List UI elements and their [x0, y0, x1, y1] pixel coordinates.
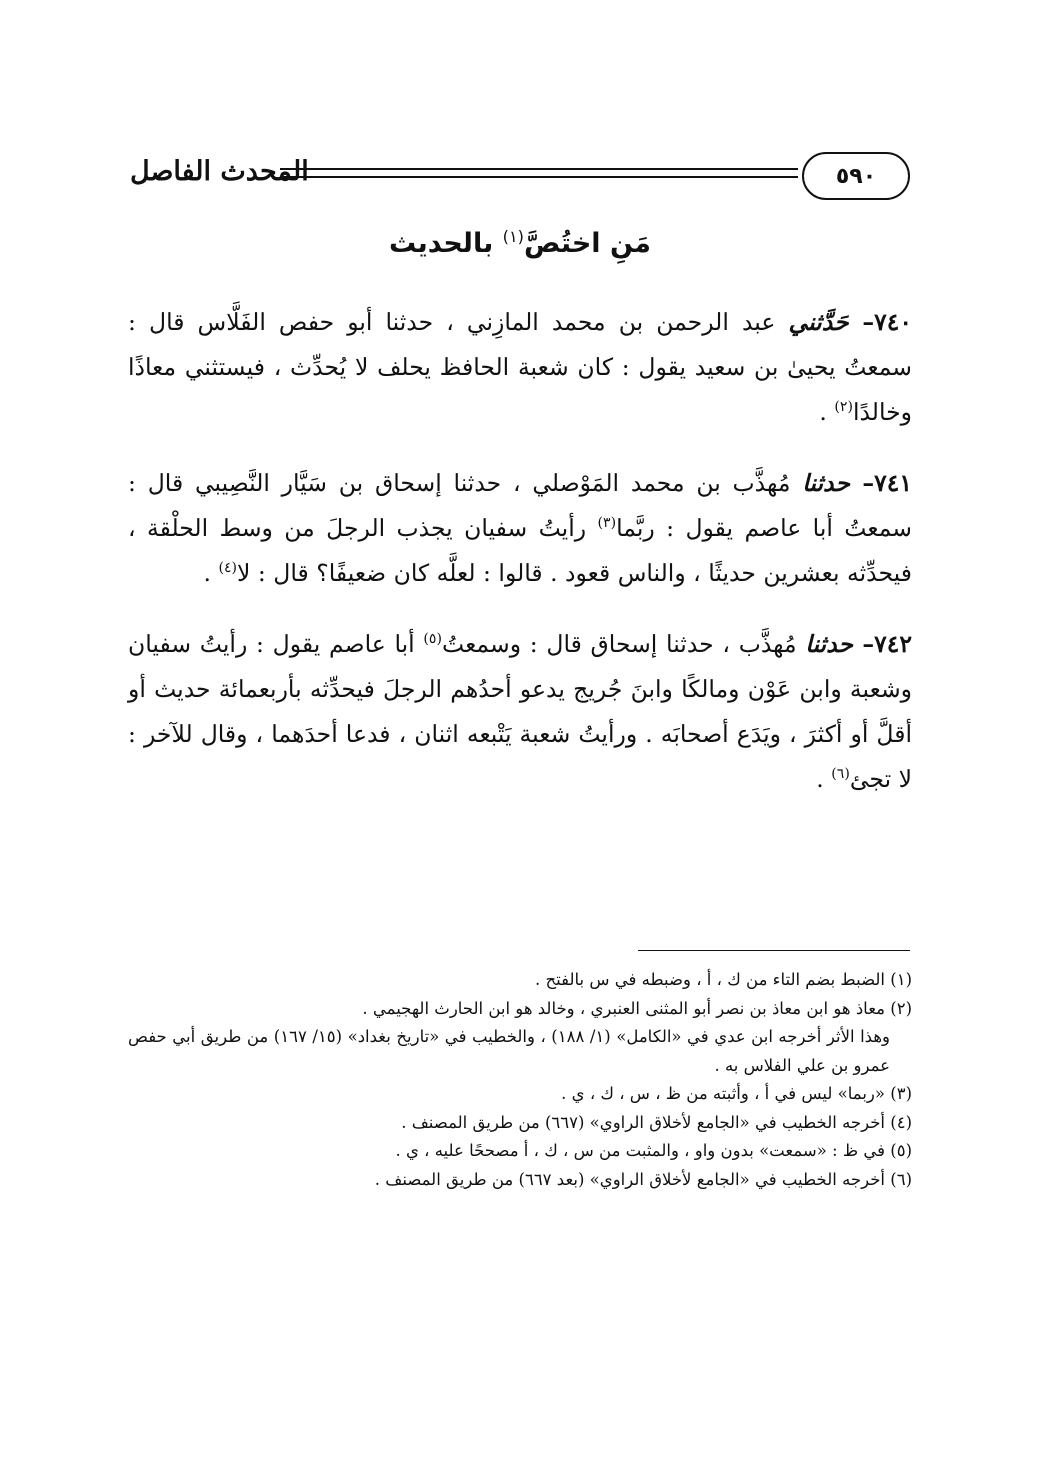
footnote-1: (١) الضبط بضم التاء من ك ، أ ، وضبطه في س بالفتح .	[535, 970, 912, 989]
footnote-5: (٥) في ظ : «سمعت» بدون واو ، والمثبت من س ، ك ، أ مصححًا عليه ، ي .	[395, 1141, 912, 1160]
main-text	[128, 300, 912, 828]
hadith-text: أبا عاصم يقول : رأيتُ سفيان وشعبة وابن عَوْن ومالكًا وابنَ جُريج يدعو أحدُهم الرجلَ فيحدِّثه بأربعمائة حديث أو أقلَّ أو أكثرَ ، ويَدَع أصحابَه . ورأيتُ شعبة يَتْبعه اثنان ، فدعا أحدَهما ، وقال للآخر : لا تجئ	[128, 630, 912, 793]
hadith-740	[128, 300, 912, 435]
hadith-opener: حدثنا	[805, 630, 863, 658]
hadith-number: ٧٤٢–	[862, 630, 912, 658]
hadith-742	[128, 622, 912, 802]
hadith-text: مُهذَّب بن محمد المَوْصلي ، حدثنا إسحاق بن سَيَّار النَّصِيبي قال : سمعتُ أبا عاصم يقول : ربَّما	[128, 469, 912, 542]
footnote-ref-4: (٤)	[218, 560, 238, 577]
hadith-number: ٧٤١–	[862, 469, 912, 497]
section-title-text-end: بالحديث	[389, 228, 503, 259]
footnote-2-continuation: وهذا الأثر أخرجه ابن عدي في «الكامل» (١/ ١٨٨) ، والخطيب في «تاريخ بغداد» (١٥/ ١٦٧) من طريق أبي حفص عمرو بن علي الفلاس به .	[128, 1027, 891, 1075]
footnote-6: (٦) أخرجه الخطيب في «الجامع لأخلاق الراوي» (بعد ٦٦٧) من طريق المصنف .	[374, 1169, 912, 1189]
hadith-text-end: .	[819, 398, 835, 426]
footnote-4: (٤) أخرجه الخطيب في «الجامع لأخلاق الراوي» (٦٦٧) من طريق المصنف .	[401, 1112, 912, 1132]
footnote-separator	[638, 950, 910, 951]
running-book-title: المحدث الفاصل	[130, 156, 309, 187]
hadith-opener: حَدَّثني	[788, 308, 863, 336]
footnotes	[128, 966, 912, 1194]
footnote-3: (٣) «ربما» ليس في أ ، وأثبته من ظ ، س ، ك ، ي .	[561, 1084, 912, 1103]
hadith-opener: حدثنا	[802, 469, 863, 497]
footnote-ref-6: (٦)	[831, 766, 850, 783]
page-number: ٥٩٠	[835, 163, 877, 189]
footnote-ref-2: (٢)	[834, 399, 853, 416]
section-title	[130, 228, 910, 259]
hadith-741	[128, 461, 912, 596]
header-double-rule	[280, 168, 798, 178]
footnote-ref-3: (٣)	[597, 515, 617, 532]
hadith-text-end: .	[816, 765, 832, 793]
hadith-text: مُهذَّب ، حدثنا إسحاق قال : وسمعتُ	[442, 630, 806, 658]
footnote-ref-5: (٥)	[423, 631, 442, 648]
hadith-number: ٧٤٠–	[862, 308, 913, 336]
section-title-footnote-ref: (١)	[502, 227, 524, 246]
hadith-text: عبد الرحمن بن محمد المازِني ، حدثنا أبو حفص الفَلَّاس قال : سمعتُ يحيىٰ بن سعيد يقول : كان شعبة الحافظ يحلف لا يُحدِّث ، فيستثني معاذًا وخالدًا	[128, 308, 912, 426]
hadith-text-end: .	[203, 559, 219, 587]
footnote-2: (٢) معاذ هو ابن معاذ بن نصر أبو المثنى العنبري ، وخالد هو ابن الحارث الهجيمي .	[362, 998, 912, 1018]
section-title-text: مَنِ اختُصَّ	[523, 228, 651, 259]
page-number-frame	[802, 152, 910, 200]
hadith-text: رأيتُ سفيان يجذب الرجلَ من وسط الحلْقة ، فيحدِّثه بعشرين حديثًا ، والناس قعود . قالوا : لعلَّه كان ضعيفًا؟ قال : لا	[128, 514, 912, 587]
page-header	[130, 150, 910, 208]
